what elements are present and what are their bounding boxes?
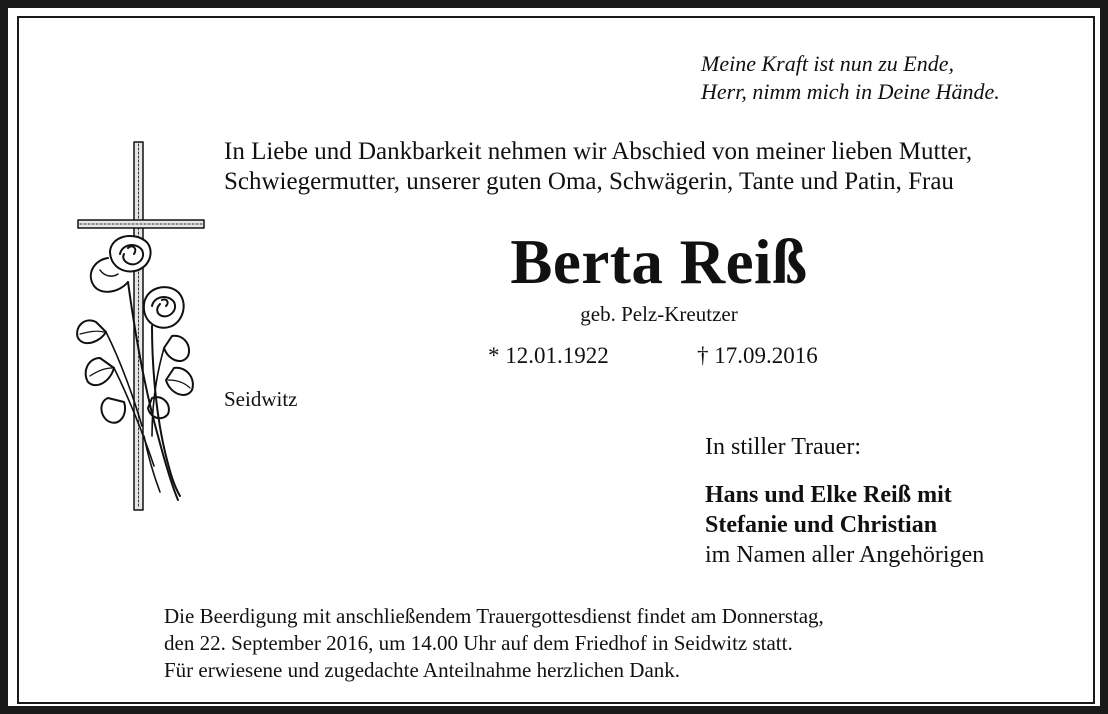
death-date: † 17.09.2016 — [697, 343, 818, 368]
birth-date: * 12.01.1922 — [488, 343, 609, 368]
mourners-line-3: im Namen aller Angehörigen — [705, 542, 985, 568]
funeral-line-1: Die Beerdigung mit anschließendem Trauergottesdienst findet am Donnerstag, — [164, 604, 824, 628]
place-name: Seidwitz — [224, 387, 298, 411]
mourners-line-1: Hans und Elke Reiß mit — [705, 482, 952, 508]
mourners-list — [705, 480, 984, 570]
motto-verse — [701, 50, 1000, 106]
funeral-notice — [164, 603, 824, 684]
mourning-label: In stiller Trauer: — [705, 434, 861, 460]
funeral-line-3: Für erwiesene und zugedachte Anteilnahme herzlichen Dank. — [164, 658, 681, 682]
intro-line-1: In Liebe und Dankbarkeit nehmen wir Abschied von meiner lieben Mutter, — [224, 138, 973, 165]
intro-text — [224, 137, 972, 197]
deceased-name: Berta Reiß — [510, 227, 808, 297]
maiden-name: geb. Pelz-Kreutzer — [580, 302, 738, 326]
motto-line-2: Herr, nimm mich in Deine Hände. — [701, 79, 1000, 104]
mourners-line-2: Stefanie und Christian — [705, 512, 938, 538]
cross-with-roses-icon — [48, 136, 210, 528]
motto-line-1: Meine Kraft ist nun zu Ende, — [701, 51, 954, 76]
intro-line-2: Schwiegermutter, unserer guten Oma, Schwägerin, Tante und Patin, Frau — [224, 168, 954, 195]
funeral-line-2: den 22. September 2016, um 14.00 Uhr auf dem Friedhof in Seidwitz statt. — [164, 631, 793, 655]
